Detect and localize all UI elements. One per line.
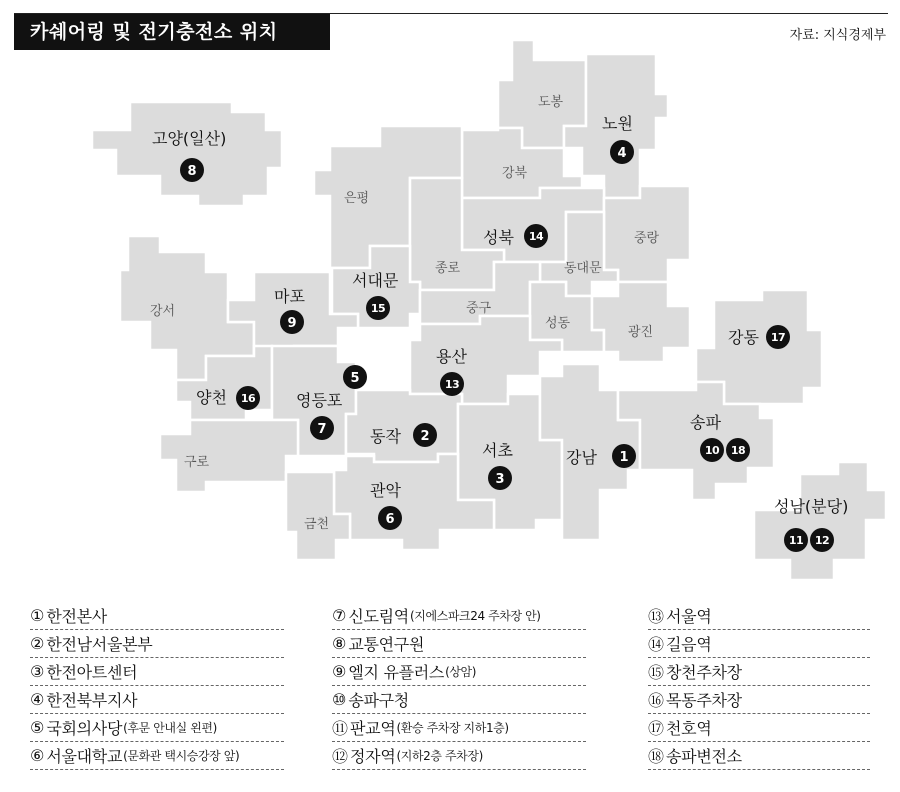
legend-name: 교통연구원 [348,635,425,654]
legend-item [332,686,586,714]
legend-name: 창천주차장 [666,663,742,682]
badge-9[interactable] [280,310,304,334]
badge-6-label: 6 [385,512,395,527]
district-label-nowon: 노원 [602,114,633,133]
legend-number: ④ [30,690,45,709]
badge-15[interactable] [366,296,390,320]
legend-item [648,602,870,630]
badge-2-label: 2 [420,429,430,444]
district-goyang[interactable] [92,102,282,206]
legend-name: 국회의사당 [46,719,123,738]
legend-name: 천호역 [666,719,712,738]
district-guro[interactable] [160,420,298,492]
district-label-eunpyeong: 은평 [344,191,370,206]
legend-name: 정자역 [350,747,396,766]
legend-item [30,742,284,770]
district-label-jongno: 종로 [435,261,461,276]
legend-column-3 [648,602,870,770]
badge-1-label: 1 [619,450,629,465]
badge-3-label: 3 [495,472,505,487]
badge-6[interactable] [378,506,402,530]
legend-number: ⑮ [648,663,665,682]
badge-16-label: 16 [240,392,256,405]
district-label-seodaemun: 서대문 [352,271,399,290]
legend-number: ⑭ [648,635,665,654]
badge-9-label: 9 [287,316,297,331]
badge-11[interactable] [784,528,808,552]
legend-number: ② [30,634,45,653]
legend-item [30,686,284,714]
badge-3[interactable] [488,466,512,490]
legend-column-2 [332,602,586,770]
legend-note: (문화관 택시승강장 앞) [123,749,240,763]
legend-name: 신도림역 [348,607,409,626]
legend-name: 서울대학교 [46,747,123,766]
district-label-seongdong: 성동 [545,316,571,331]
badge-10-label: 10 [704,444,720,457]
legend-note: (후문 안내실 왼편) [123,721,217,735]
legend-item [332,714,586,742]
district-label-gwangjin: 광진 [628,325,654,340]
legend-number: ⑬ [648,607,665,626]
legend-name: 판교역 [350,719,396,738]
district-label-songpa: 송파 [690,413,721,432]
legend-name: 송파구청 [348,691,409,710]
badge-1[interactable] [612,444,636,468]
legend-number: ⑩ [332,690,347,709]
legend-name: 송파변전소 [666,747,742,766]
badge-14[interactable] [524,224,548,248]
district-label-dongdaemun: 동대문 [564,261,602,276]
badge-10[interactable] [700,438,724,462]
legend-name: 길음역 [666,635,712,654]
district-label-yangcheon: 양천 [196,388,227,407]
district-label-mapo: 마포 [274,287,305,306]
district-label-seongbuk: 성북 [483,228,514,247]
badge-8[interactable] [180,158,204,182]
legend-name: 한전북부지사 [46,691,138,710]
badge-7[interactable] [310,416,334,440]
legend-name: 한전아트센터 [46,663,138,682]
badge-16[interactable] [236,386,260,410]
badge-12[interactable] [810,528,834,552]
legend-item [30,714,284,742]
map-title: 카쉐어링 및 전기충전소 위치 [14,14,330,50]
district-label-gwanak: 관악 [370,481,401,500]
district-label-yeongdeungpo: 영등포 [296,391,343,410]
district-seongnam[interactable] [754,462,886,580]
legend-item [332,630,586,658]
legend-number: ⑥ [30,746,45,765]
legend-number: ⑧ [332,634,347,653]
badge-11-label: 11 [788,534,804,547]
district-label-gangdong: 강동 [728,328,759,347]
legend-note: (지에스파크24 주차장 안) [409,609,541,623]
badge-15-label: 15 [370,302,386,315]
district-label-goyang: 고양(일산) [152,129,227,148]
legend-item [332,742,586,770]
badge-5-label: 5 [350,371,360,386]
badge-5[interactable] [343,365,367,389]
source-credit: 자료: 지식경제부 [789,28,886,43]
legend-item [648,658,870,686]
legend-name: 한전남서울본부 [46,635,153,654]
district-label-gangseo: 강서 [150,304,176,319]
legend-number: ① [30,606,45,625]
badge-7-label: 7 [317,422,327,437]
legend-note: (지하2층 주차장) [396,749,483,763]
legend-name: 목동주차장 [666,691,742,710]
district-label-dobong: 도봉 [538,95,564,110]
badge-13-label: 13 [444,378,460,391]
legend-name: 엘지 유플러스 [348,663,445,682]
district-label-gangnam: 강남 [566,448,597,467]
legend-column-1 [30,602,284,770]
district-label-yongsan: 용산 [436,347,467,366]
badge-17[interactable] [766,325,790,349]
badge-2[interactable] [413,423,437,447]
legend-item [648,714,870,742]
district-label-guro: 구로 [184,455,210,470]
badge-17-label: 17 [770,331,786,344]
legend-item [648,630,870,658]
district-label-gangbuk: 강북 [502,166,528,181]
legend-number: ⑪ [332,719,349,738]
district-gwangjin[interactable] [592,282,690,362]
badge-8-label: 8 [187,164,197,179]
legend-note: (상암) [445,665,477,679]
legend-item [648,742,870,770]
district-label-geumcheon: 금천 [304,517,330,532]
legend-number: ⑯ [648,691,665,710]
legend-name: 서울역 [666,607,712,626]
district-label-seongnam: 성남(분당) [774,497,849,516]
badge-4-label: 4 [617,146,627,161]
district-label-dongjak: 동작 [370,427,401,446]
legend-number: ⑨ [332,662,347,681]
district-label-seocho: 서초 [482,441,513,460]
district-label-jungnang: 중랑 [634,231,660,246]
badge-18[interactable] [726,438,750,462]
legend-item [30,602,284,630]
legend-item [648,686,870,714]
badge-13[interactable] [440,372,464,396]
legend-number: ⑫ [332,747,349,766]
legend-number: ⑤ [30,718,45,737]
badge-14-label: 14 [528,230,544,243]
district-dongjak[interactable] [346,390,462,462]
badge-12-label: 12 [814,534,830,547]
legend-number: ⑦ [332,606,347,625]
legend-number: ⑰ [648,719,665,738]
legend-item [332,658,586,686]
badge-4[interactable] [610,140,634,164]
district-label-junggu: 중구 [466,301,492,316]
legend-number: ⑱ [648,747,665,766]
legend-item [30,658,284,686]
legend-number: ③ [30,662,45,681]
legend-item [332,602,586,630]
station-legend [30,602,870,782]
legend-name: 한전본사 [46,607,107,626]
badge-18-label: 18 [730,444,746,457]
legend-note: (환승 주차장 지하1층) [396,721,509,735]
legend-item [30,630,284,658]
